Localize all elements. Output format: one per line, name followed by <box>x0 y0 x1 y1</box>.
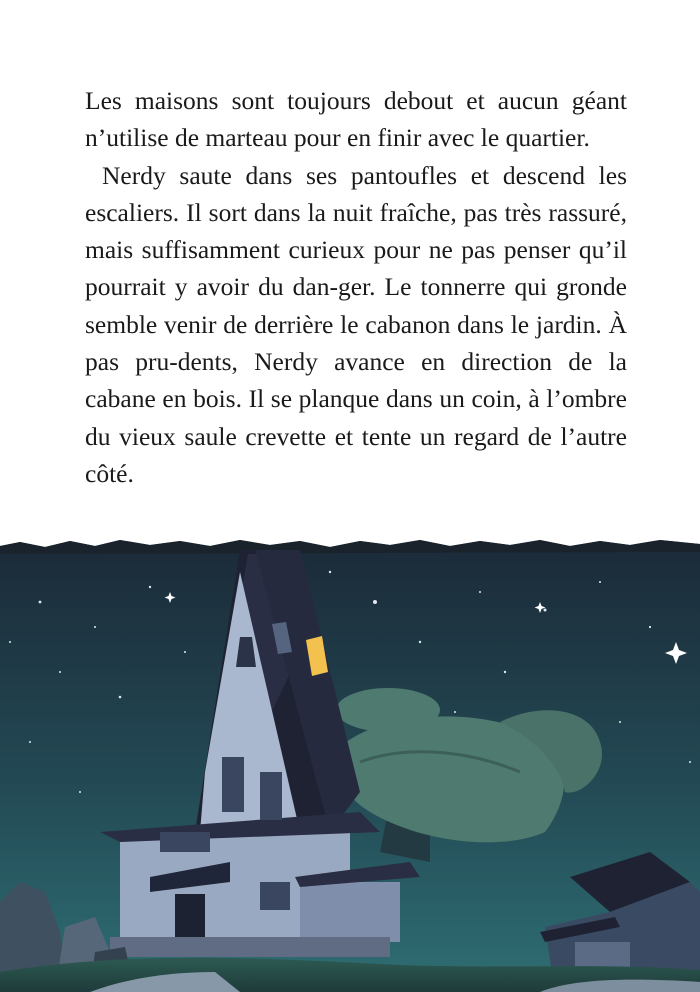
paragraph-2: Nerdy saute dans ses pantoufles et descend les escaliers. Il sort dans la nuit fraîche, pas très rassuré, mais suffisamment curieux pour ne pas penser qu’il pourrait y avoir du dan-ger. Le tonnerre qui gronde semble venir de derrière le cabanon dans le jardin. À pas pru-dents, Nerdy avance en direction de la cabane en bois. Il se planque dans un coin, à l’ombre du vieux saule crevette et tente un regard de l’autre côté. <box>85 160 627 488</box>
paragraph-1: Les maisons sont toujours debout et aucun géant n’utilise de marteau pour en finir avec le quartier. <box>85 86 627 153</box>
night-scene-illustration <box>0 532 700 992</box>
story-text <box>85 82 627 492</box>
brush-edge <box>0 540 700 554</box>
